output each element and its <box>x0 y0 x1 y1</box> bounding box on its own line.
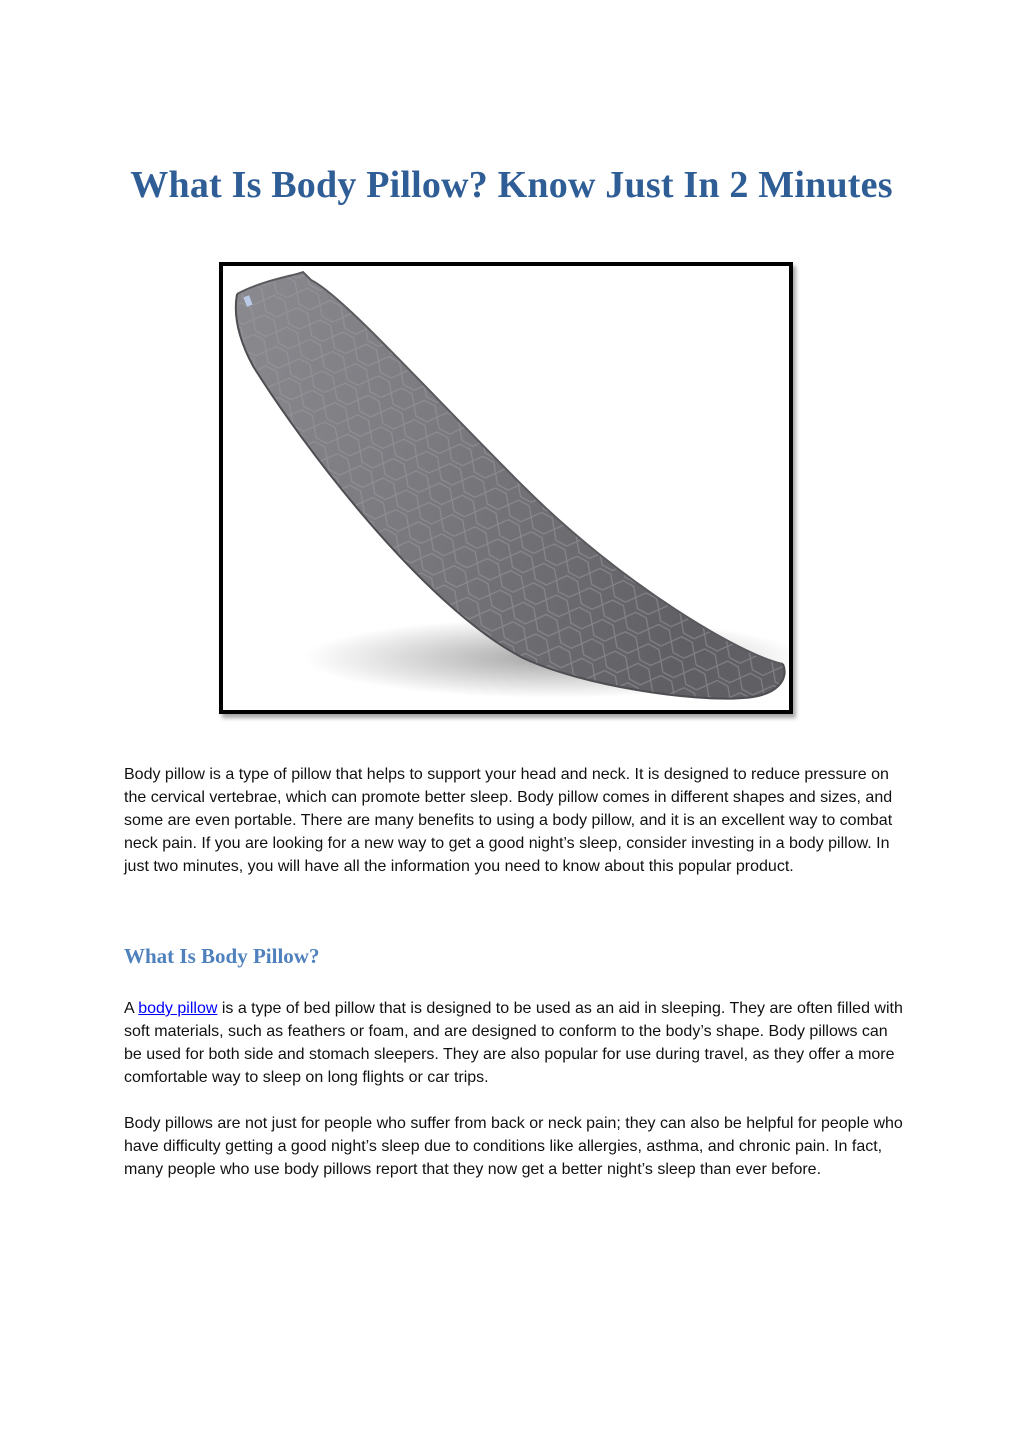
body-pillow-photo-icon <box>223 266 789 710</box>
section-heading: What Is Body Pillow? <box>124 944 320 968</box>
p1-prefix: A <box>124 1000 139 1017</box>
p1-rest: is a type of bed pillow that is designed to be used as an aid in sleeping. They are often filled with soft materials, such as feathers or foam, and are designed to conform to the body’s shape. Body pillows can be used for both side and stomach sleepers. They are also popular for use during travel, as they offer a more comfortable way to sleep on long flights or car trips. <box>124 1000 903 1086</box>
intro-paragraph: Body pillow is a type of pillow that helps to support your head and neck. It is designed to reduce pressure on the cervical vertebrae, which can promote better sleep. Body pillow comes in different shapes and sizes, and some are even portable. There are many benefits to using a body pillow, and it is an excellent way to combat neck pain. If you are looking for a new way to get a good night’s sleep, consider investing in a body pillow. In just two minutes, you will have all the information you need to know about this popular product. <box>124 766 893 875</box>
body-pillow-link[interactable]: body pillow <box>138 1000 218 1017</box>
pillow-image-frame <box>219 262 793 714</box>
page-title: What Is Body Pillow? Know Just In 2 Minutes <box>130 164 893 206</box>
section-paragraph-2: Body pillows are not just for people who suffer from back or neck pain; they can also be helpful for people who have difficulty getting a good night’s sleep due to conditions like allergies, asthma, and chronic pain. In fact, many people who use body pillows report that they now get a better night’s sleep than ever before. <box>124 1115 903 1178</box>
section-paragraph-1 <box>124 997 904 1089</box>
